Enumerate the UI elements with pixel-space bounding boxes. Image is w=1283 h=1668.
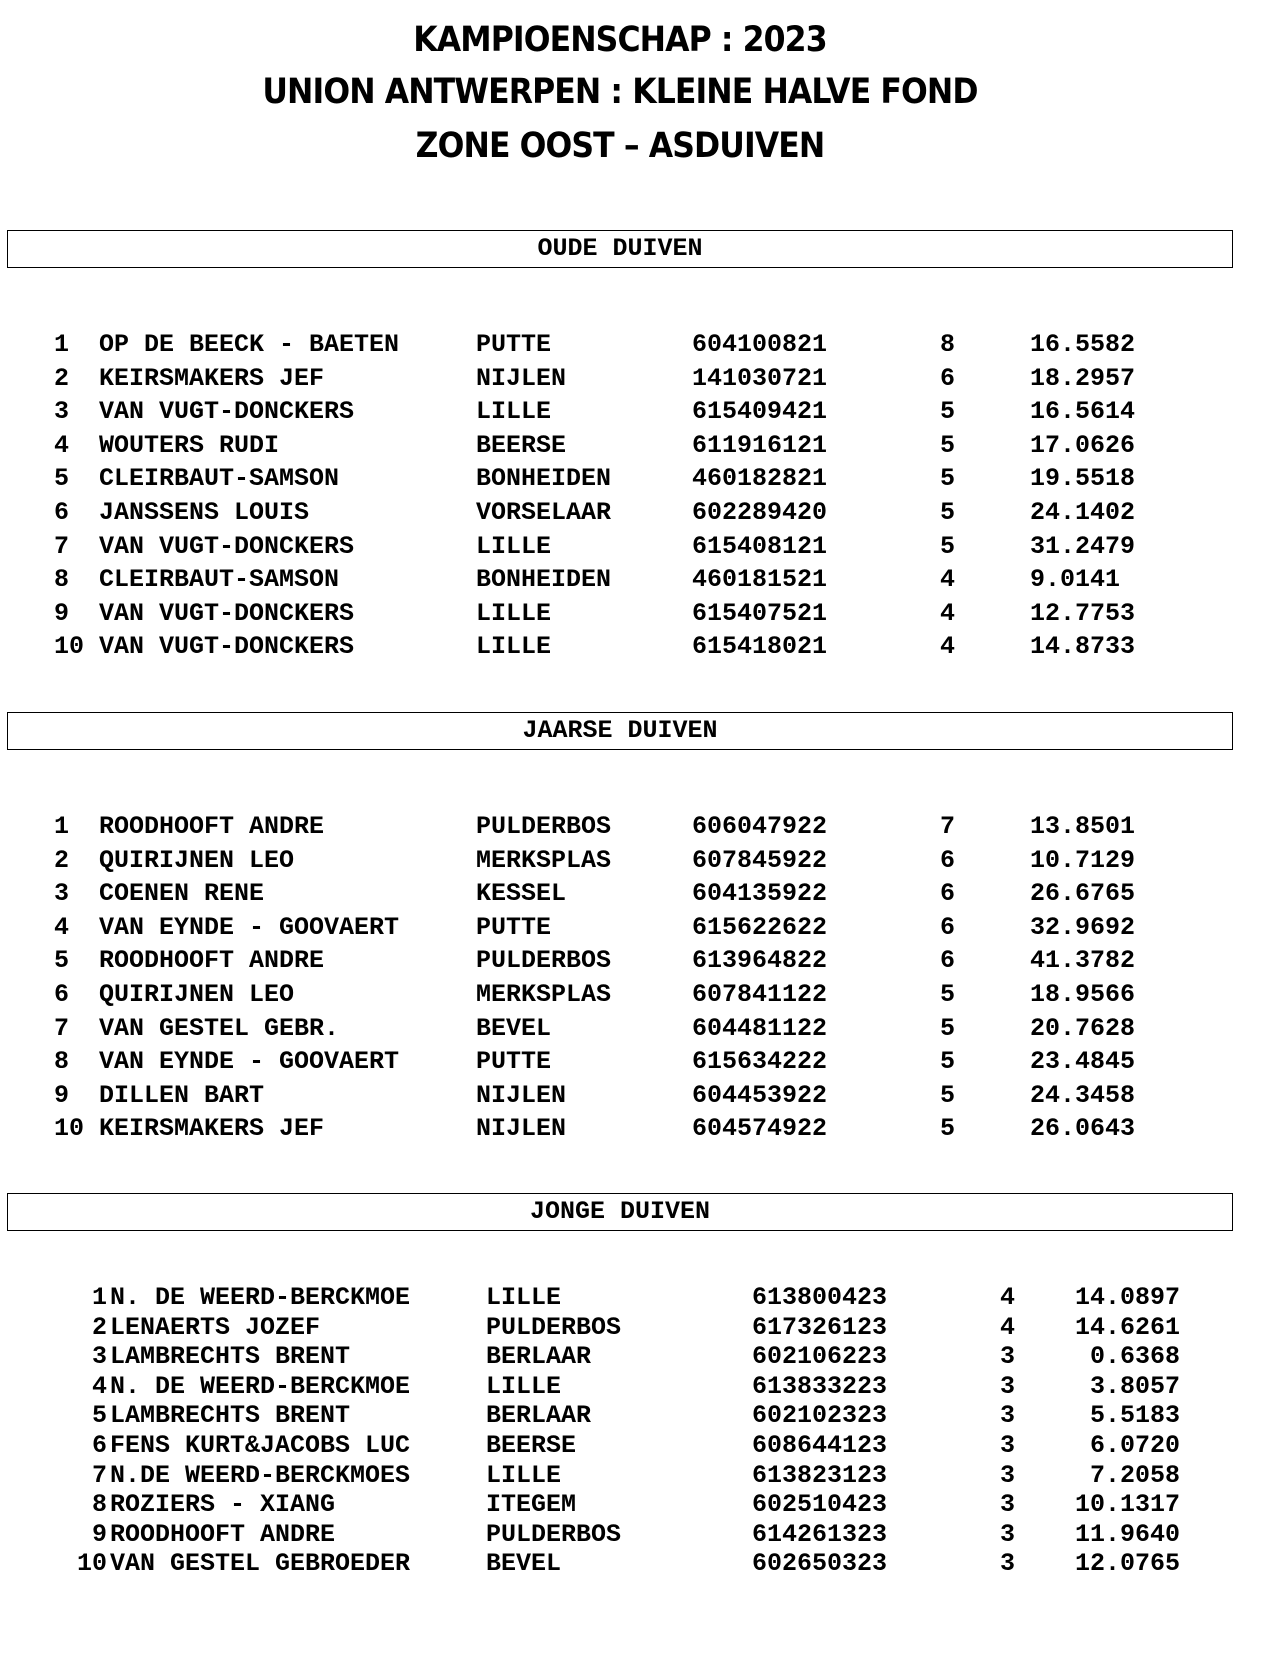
points-value: 6 bbox=[940, 363, 956, 393]
points-value: 5 bbox=[940, 1013, 956, 1043]
rank-cell: 9 bbox=[54, 1080, 70, 1110]
score-value: 24.1402 bbox=[1030, 497, 1136, 527]
city-name: LILLE bbox=[486, 1283, 562, 1312]
score-value: 13.8501 bbox=[1030, 812, 1136, 841]
score-value: 26.6765 bbox=[1030, 879, 1136, 909]
fancier-name: COENEN RENE bbox=[99, 879, 265, 909]
city-name: NIJLEN bbox=[476, 363, 567, 393]
city-name: LILLE bbox=[476, 598, 552, 628]
result-row bbox=[0, 1372, 1283, 1402]
fancier-name: VAN VUGT-DONCKERS bbox=[99, 531, 355, 561]
score-value: 41.3782 bbox=[1030, 946, 1136, 976]
fancier-name: KEIRSMAKERS JEF bbox=[99, 1114, 325, 1144]
document-zone: ZONE OOST – ASDUIVEN bbox=[415, 126, 825, 166]
points-value: 3 bbox=[1000, 1549, 1016, 1579]
score-value: 9.0141 bbox=[1030, 565, 1121, 595]
result-row bbox=[0, 632, 1283, 666]
city-name: PULDERBOS bbox=[476, 946, 612, 976]
ring-number: 604481122 bbox=[692, 1013, 828, 1043]
result-row bbox=[0, 1313, 1283, 1343]
city-name: PULDERBOS bbox=[476, 812, 612, 841]
score-value: 18.9566 bbox=[1030, 979, 1136, 1009]
city-name: VORSELAAR bbox=[476, 497, 612, 527]
rank-cell: 3 bbox=[91, 1342, 107, 1372]
ring-number: 607841122 bbox=[692, 979, 828, 1009]
result-row bbox=[0, 364, 1283, 398]
result-row bbox=[0, 1401, 1283, 1431]
points-value: 3 bbox=[1000, 1342, 1016, 1372]
score-value: 19.5518 bbox=[1030, 464, 1136, 494]
result-row bbox=[0, 464, 1283, 498]
rank-cell: 8 bbox=[91, 1490, 107, 1520]
city-name: KESSEL bbox=[476, 879, 567, 909]
rank-cell: 10 bbox=[76, 1549, 107, 1579]
ring-number: 606047922 bbox=[692, 812, 828, 841]
ring-number: 460181521 bbox=[692, 565, 828, 595]
score-value: 12.0765 bbox=[1074, 1549, 1180, 1579]
city-name: NIJLEN bbox=[476, 1080, 567, 1110]
result-row bbox=[0, 1114, 1283, 1148]
fancier-name: LAMBRECHTS BRENT bbox=[110, 1342, 351, 1372]
result-row bbox=[0, 1342, 1283, 1372]
result-row bbox=[0, 1461, 1283, 1491]
score-value: 10.7129 bbox=[1030, 845, 1136, 875]
fancier-name: VAN VUGT-DONCKERS bbox=[99, 598, 355, 628]
ring-number: 604453922 bbox=[692, 1080, 828, 1110]
ring-number: 615622622 bbox=[692, 912, 828, 942]
fancier-name: VAN GESTEL GEBR. bbox=[99, 1013, 340, 1043]
section-header-jonge-duiven: JONGE DUIVEN bbox=[7, 1193, 1233, 1231]
ring-number: 615408121 bbox=[692, 531, 828, 561]
fancier-name: LAMBRECHTS BRENT bbox=[110, 1401, 351, 1431]
result-row bbox=[0, 1081, 1283, 1115]
city-name: MERKSPLAS bbox=[476, 979, 612, 1009]
points-value: 4 bbox=[1000, 1312, 1016, 1342]
score-value: 11.9640 bbox=[1074, 1519, 1180, 1549]
rank-cell: 6 bbox=[54, 979, 70, 1009]
score-value: 10.1317 bbox=[1074, 1490, 1180, 1520]
rank-cell: 4 bbox=[54, 912, 70, 942]
ring-number: 460182821 bbox=[692, 464, 828, 494]
points-value: 4 bbox=[1000, 1283, 1016, 1312]
points-value: 4 bbox=[940, 632, 956, 662]
result-row bbox=[0, 431, 1283, 465]
score-value: 23.4845 bbox=[1030, 1047, 1136, 1077]
score-value: 26.0643 bbox=[1030, 1114, 1136, 1144]
ring-number: 614261323 bbox=[752, 1519, 888, 1549]
score-value: 31.2479 bbox=[1030, 531, 1136, 561]
city-name: BERLAAR bbox=[486, 1401, 592, 1431]
fancier-name: VAN VUGT-DONCKERS bbox=[99, 397, 355, 427]
result-row bbox=[0, 599, 1283, 633]
rank-cell: 1 bbox=[91, 1283, 107, 1312]
rank-cell: 4 bbox=[54, 430, 70, 460]
fancier-name: VAN GESTEL GEBROEDER bbox=[110, 1549, 411, 1579]
ring-number: 608644123 bbox=[752, 1430, 888, 1460]
city-name: BEERSE bbox=[486, 1430, 577, 1460]
rank-cell: 2 bbox=[54, 363, 70, 393]
rank-cell: 10 bbox=[54, 632, 85, 662]
result-row bbox=[0, 1283, 1283, 1313]
result-row bbox=[0, 879, 1283, 913]
city-name: BONHEIDEN bbox=[476, 565, 612, 595]
result-row bbox=[0, 498, 1283, 532]
section-header-jaarse-duiven: JAARSE DUIVEN bbox=[7, 712, 1233, 750]
city-name: PUTTE bbox=[476, 1047, 552, 1077]
result-row bbox=[0, 846, 1283, 880]
result-row bbox=[0, 397, 1283, 431]
points-value: 6 bbox=[940, 879, 956, 909]
rank-cell: 5 bbox=[54, 464, 70, 494]
points-value: 3 bbox=[1000, 1490, 1016, 1520]
result-row bbox=[0, 1047, 1283, 1081]
rank-cell: 10 bbox=[54, 1114, 85, 1144]
city-name: NIJLEN bbox=[476, 1114, 567, 1144]
city-name: MERKSPLAS bbox=[476, 845, 612, 875]
points-value: 6 bbox=[940, 845, 956, 875]
score-value: 17.0626 bbox=[1030, 430, 1136, 460]
fancier-name: JANSSENS LOUIS bbox=[99, 497, 310, 527]
fancier-name: FENS KURT&JACOBS LUC bbox=[110, 1430, 411, 1460]
result-row bbox=[0, 1490, 1283, 1520]
city-name: PUTTE bbox=[476, 912, 552, 942]
rank-cell: 7 bbox=[54, 531, 70, 561]
fancier-name: DILLEN BART bbox=[99, 1080, 265, 1110]
ring-number: 602289420 bbox=[692, 497, 828, 527]
points-value: 3 bbox=[1000, 1430, 1016, 1460]
points-value: 5 bbox=[940, 531, 956, 561]
city-name: BEVEL bbox=[486, 1549, 562, 1579]
results-list-oude-duiven bbox=[0, 330, 1283, 666]
score-value: 16.5614 bbox=[1030, 397, 1136, 427]
points-value: 5 bbox=[940, 1047, 956, 1077]
points-value: 3 bbox=[1000, 1460, 1016, 1490]
score-value: 7.2058 bbox=[1089, 1460, 1180, 1490]
points-value: 5 bbox=[940, 397, 956, 427]
fancier-name: ROZIERS - XIANG bbox=[110, 1490, 336, 1520]
rank-cell: 5 bbox=[54, 946, 70, 976]
city-name: LILLE bbox=[476, 632, 552, 662]
fancier-name: QUIRIJNEN LEO bbox=[99, 845, 295, 875]
ring-number: 615409421 bbox=[692, 397, 828, 427]
rank-cell: 2 bbox=[54, 845, 70, 875]
score-value: 14.6261 bbox=[1074, 1312, 1180, 1342]
rank-cell: 6 bbox=[91, 1430, 107, 1460]
points-value: 5 bbox=[940, 497, 956, 527]
fancier-name: OP DE BEECK - BAETEN bbox=[99, 330, 400, 359]
city-name: LILLE bbox=[486, 1371, 562, 1401]
ring-number: 615407521 bbox=[692, 598, 828, 628]
result-row bbox=[0, 980, 1283, 1014]
ring-number: 613823123 bbox=[752, 1460, 888, 1490]
rank-cell: 1 bbox=[54, 330, 70, 359]
rank-cell: 6 bbox=[54, 497, 70, 527]
city-name: LILLE bbox=[476, 397, 552, 427]
score-value: 3.8057 bbox=[1089, 1371, 1180, 1401]
ring-number: 615418021 bbox=[692, 632, 828, 662]
score-value: 14.8733 bbox=[1030, 632, 1136, 662]
points-value: 4 bbox=[940, 598, 956, 628]
city-name: BEVEL bbox=[476, 1013, 552, 1043]
ring-number: 613800423 bbox=[752, 1283, 888, 1312]
rank-cell: 3 bbox=[54, 397, 70, 427]
rank-cell: 4 bbox=[91, 1371, 107, 1401]
fancier-name: QUIRIJNEN LEO bbox=[99, 979, 295, 1009]
rank-cell: 9 bbox=[54, 598, 70, 628]
document-title: KAMPIOENSCHAP : 2023 bbox=[413, 20, 827, 60]
points-value: 5 bbox=[940, 1114, 956, 1144]
fancier-name: CLEIRBAUT-SAMSON bbox=[99, 464, 340, 494]
city-name: PULDERBOS bbox=[486, 1312, 622, 1342]
fancier-name: VAN EYNDE - GOOVAERT bbox=[99, 912, 400, 942]
score-value: 32.9692 bbox=[1030, 912, 1136, 942]
score-value: 5.5183 bbox=[1089, 1401, 1180, 1431]
result-row bbox=[0, 1431, 1283, 1461]
result-row bbox=[0, 913, 1283, 947]
result-row bbox=[0, 330, 1283, 364]
city-name: BEERSE bbox=[476, 430, 567, 460]
ring-number: 613964822 bbox=[692, 946, 828, 976]
score-value: 18.2957 bbox=[1030, 363, 1136, 393]
ring-number: 611916121 bbox=[692, 430, 828, 460]
city-name: BONHEIDEN bbox=[476, 464, 612, 494]
fancier-name: CLEIRBAUT-SAMSON bbox=[99, 565, 340, 595]
points-value: 5 bbox=[940, 979, 956, 1009]
points-value: 7 bbox=[940, 812, 956, 841]
score-value: 14.0897 bbox=[1074, 1283, 1180, 1312]
city-name: ITEGEM bbox=[486, 1490, 577, 1520]
points-value: 6 bbox=[940, 946, 956, 976]
result-row bbox=[0, 1549, 1283, 1579]
rank-cell: 9 bbox=[91, 1519, 107, 1549]
score-value: 6.0720 bbox=[1089, 1430, 1180, 1460]
rank-cell: 8 bbox=[54, 1047, 70, 1077]
results-list-jonge-duiven bbox=[0, 1283, 1283, 1579]
result-row bbox=[0, 565, 1283, 599]
ring-number: 602650323 bbox=[752, 1549, 888, 1579]
ring-number: 617326123 bbox=[752, 1312, 888, 1342]
ring-number: 602102323 bbox=[752, 1401, 888, 1431]
points-value: 3 bbox=[1000, 1401, 1016, 1431]
results-list-jaarse-duiven bbox=[0, 812, 1283, 1148]
points-value: 3 bbox=[1000, 1371, 1016, 1401]
fancier-name: ROODHOOFT ANDRE bbox=[110, 1519, 336, 1549]
score-value: 20.7628 bbox=[1030, 1013, 1136, 1043]
ring-number: 613833223 bbox=[752, 1371, 888, 1401]
result-row bbox=[0, 532, 1283, 566]
points-value: 6 bbox=[940, 912, 956, 942]
city-name: PULDERBOS bbox=[486, 1519, 622, 1549]
ring-number: 615634222 bbox=[692, 1047, 828, 1077]
score-value: 24.3458 bbox=[1030, 1080, 1136, 1110]
points-value: 5 bbox=[940, 430, 956, 460]
ring-number: 141030721 bbox=[692, 363, 828, 393]
ring-number: 604100821 bbox=[692, 330, 828, 359]
rank-cell: 7 bbox=[91, 1460, 107, 1490]
fancier-name: N. DE WEERD-BERCKMOE bbox=[110, 1371, 411, 1401]
city-name: LILLE bbox=[486, 1460, 562, 1490]
rank-cell: 5 bbox=[91, 1401, 107, 1431]
rank-cell: 2 bbox=[91, 1312, 107, 1342]
score-value: 16.5582 bbox=[1030, 330, 1136, 359]
rank-cell: 1 bbox=[54, 812, 70, 841]
fancier-name: ROODHOOFT ANDRE bbox=[99, 812, 325, 841]
fancier-name: KEIRSMAKERS JEF bbox=[99, 363, 325, 393]
rank-cell: 8 bbox=[54, 565, 70, 595]
ring-number: 602510423 bbox=[752, 1490, 888, 1520]
fancier-name: ROODHOOFT ANDRE bbox=[99, 946, 325, 976]
rank-cell: 3 bbox=[54, 879, 70, 909]
fancier-name: LENAERTS JOZEF bbox=[110, 1312, 321, 1342]
ring-number: 607845922 bbox=[692, 845, 828, 875]
result-row bbox=[0, 1014, 1283, 1048]
fancier-name: N. DE WEERD-BERCKMOE bbox=[110, 1283, 411, 1312]
result-row bbox=[0, 812, 1283, 846]
score-value: 12.7753 bbox=[1030, 598, 1136, 628]
ring-number: 604574922 bbox=[692, 1114, 828, 1144]
points-value: 8 bbox=[940, 330, 956, 359]
city-name: LILLE bbox=[476, 531, 552, 561]
points-value: 3 bbox=[1000, 1519, 1016, 1549]
fancier-name: VAN VUGT-DONCKERS bbox=[99, 632, 355, 662]
document-subtitle: UNION ANTWERPEN : KLEINE HALVE FOND bbox=[262, 72, 978, 112]
fancier-name: VAN EYNDE - GOOVAERT bbox=[99, 1047, 400, 1077]
fancier-name: WOUTERS RUDI bbox=[99, 430, 280, 460]
score-value: 0.6368 bbox=[1089, 1342, 1180, 1372]
points-value: 5 bbox=[940, 464, 956, 494]
ring-number: 604135922 bbox=[692, 879, 828, 909]
city-name: BERLAAR bbox=[486, 1342, 592, 1372]
points-value: 5 bbox=[940, 1080, 956, 1110]
section-header-oude-duiven: OUDE DUIVEN bbox=[7, 230, 1233, 268]
result-row bbox=[0, 1520, 1283, 1550]
ring-number: 602106223 bbox=[752, 1342, 888, 1372]
rank-cell: 7 bbox=[54, 1013, 70, 1043]
fancier-name: N.DE WEERD-BERCKMOES bbox=[110, 1460, 411, 1490]
points-value: 4 bbox=[940, 565, 956, 595]
result-row bbox=[0, 946, 1283, 980]
city-name: PUTTE bbox=[476, 330, 552, 359]
